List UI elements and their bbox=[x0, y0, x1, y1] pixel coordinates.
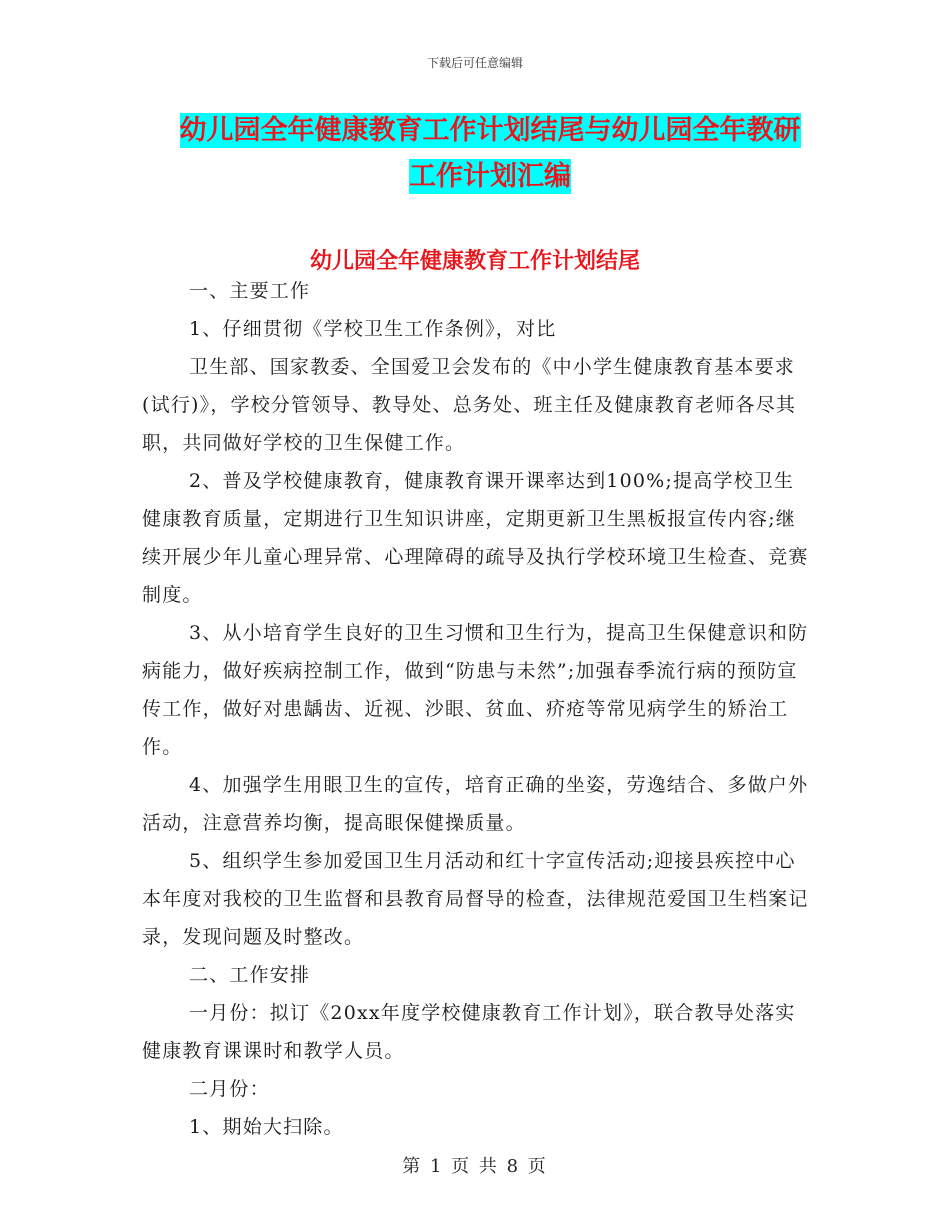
paragraph-january: 一月份：拟订《20xx年度学校健康教育工作计划》，联合教导处落实健康教育课课时和教学人员。 bbox=[142, 1002, 796, 1062]
document-title-line-1: 幼儿园全年健康教育工作计划结尾与幼儿园全年教研 bbox=[179, 115, 801, 146]
document-title bbox=[140, 108, 840, 200]
paragraph-february-item-1: 1、期始大扫除。 bbox=[189, 1116, 344, 1138]
paragraph-item-5: 5、组织学生参加爱国卫生月活动和红十字宣传活动;迎接县疾控中心本年度对我校的卫生监督和县教育局督导的检查，法律规范爱国卫生档案记录，发现问题及时整改。 bbox=[142, 850, 809, 948]
paragraph-february: 二月份： bbox=[189, 1078, 270, 1100]
paragraph-item-3: 3、从小培育学生良好的卫生习惯和卫生行为，提高卫生保健意识和防病能力，做好疾病控制工作，做到“防患与未然”;加强春季流行病的预防宣传工作，做好对患龋齿、近视、沙眼、贫血、疥疮等常见病学生的矫治工作。 bbox=[142, 622, 809, 758]
document-title-line-2: 工作计划汇编 bbox=[409, 161, 571, 192]
paragraph-item-4: 4、加强学生用眼卫生的宣传，培育正确的坐姿，劳逸结合、多做户外活动，注意营养均衡，提高眼保健操质量。 bbox=[142, 774, 809, 834]
paragraph-item-1-cont: 卫生部、国家教委、全国爱卫会发布的《中小学生健康教育基本要求(试行)》，学校分管领导、教导处、总务处、班主任及健康教育老师各尽其职，共同做好学校的卫生保健工作。 bbox=[142, 356, 797, 454]
header-note: 下载后可任意编辑 bbox=[426, 56, 523, 70]
paragraph-item-1: 1、仔细贯彻《学校卫生工作条例》，对比 bbox=[189, 318, 557, 340]
document-body bbox=[142, 272, 812, 1146]
section-subtitle: 幼儿园全年健康教育工作计划结尾 bbox=[309, 249, 640, 274]
paragraph-item-2: 2、普及学校健康教育，健康教育课开课率达到100%;提高学校卫生健康教育质量，定期进行卫生知识讲座，定期更新卫生黑板报宣传内容;继续开展少年儿童心理异常、心理障碍的疏导及执行学校环境卫生检查、竞赛制度。 bbox=[142, 470, 809, 606]
page-footer: 第 1 页 共 8 页 bbox=[402, 1156, 548, 1177]
paragraph-heading-main-work: 一、主要工作 bbox=[189, 280, 311, 302]
paragraph-heading-schedule: 二、工作安排 bbox=[189, 964, 311, 986]
